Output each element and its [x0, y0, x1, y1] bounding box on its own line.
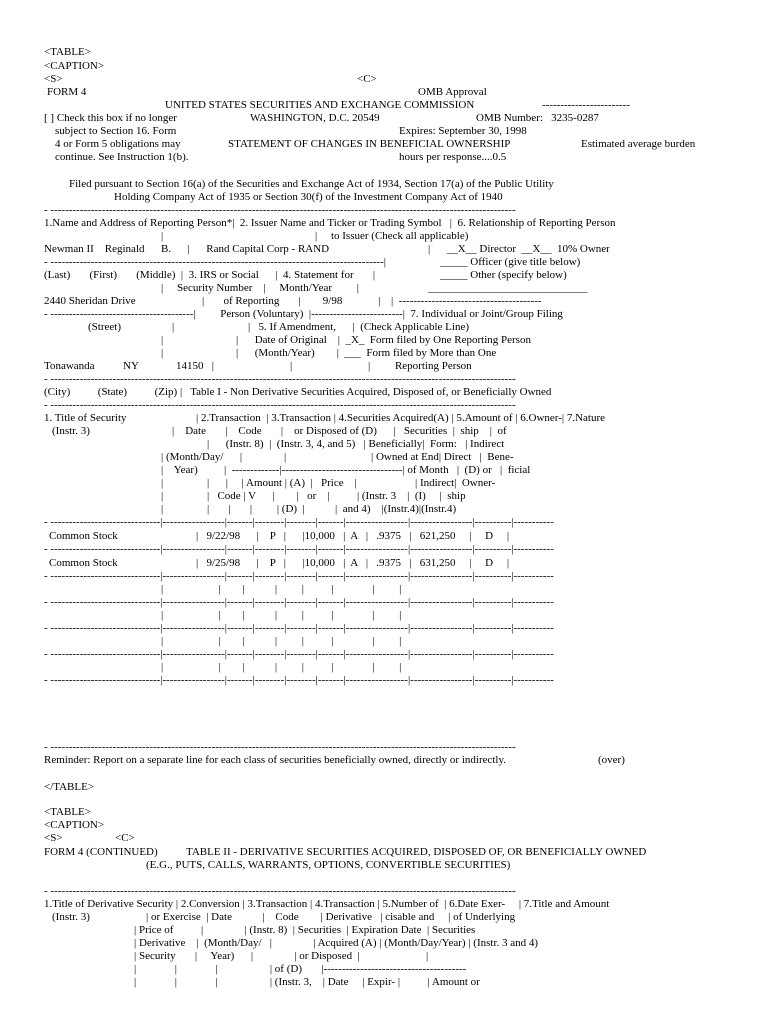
text-line: | (Month/Year) | ___ Form filed by More than One [236, 347, 497, 359]
table-1-header: | -------------|---------------------------------| of Month | (D) or | ficial [224, 464, 531, 476]
omb-approval-heading: OMB Approval [418, 86, 487, 98]
table-2-header: 1.Title of Derivative Security | 2.Conversion | 3.Transaction | 4.Transaction | 5.Number of | 6.Date Exer- | 7.Title and Amount [44, 898, 610, 910]
table-row: | 9/22/98 | P | |10,000 | A | .9375 | 621,250 | D | [196, 530, 510, 542]
text-line: _____ Officer (give title below) [440, 256, 581, 268]
text-line: <TABLE> [44, 46, 91, 58]
text-line: </TABLE> [44, 781, 95, 793]
text-line: | of Reporting | 9/98 | [202, 295, 381, 307]
text-line: 14150 | [176, 360, 214, 372]
table-1-header: | (Month/Day/ | [161, 451, 243, 463]
divider: - ------------------------------|-----------------|-------|--------|--------|-------|-----------------|-----------------|----------|----------- [44, 543, 554, 555]
agency-title: UNITED STATES SECURITIES AND EXCHANGE COMMISSION [165, 99, 475, 111]
reminder-note: Reminder: Report on a separate line for each class of securities beneficially owned, directly or indirectly. [44, 754, 507, 766]
text-line: <S> [44, 73, 63, 85]
table-1-header: | | | Amount | (A) | Price | [207, 477, 357, 489]
text-line: <C> [357, 73, 377, 85]
table-1-header: | (Instr. 8) | (Instr. 3, 4, and 5) | Beneficially| Form: | Indirect [207, 438, 505, 450]
table-1-header: | [284, 451, 287, 463]
table-row: | | | | | | | | [161, 635, 402, 647]
table-2-header: | [426, 950, 429, 962]
text-line: | [290, 360, 293, 372]
table-2-title: TABLE II - DERIVATIVE SECURITIES ACQUIRED, DISPOSED OF, OR BENEFICIALLY OWNED [186, 846, 647, 858]
table-1-header: | [161, 503, 164, 515]
table-2-header: | | | | of (D) |--------------------------------------- [134, 963, 467, 975]
text-line: <TABLE> [44, 806, 91, 818]
table-1-header: (Instr. 3) [52, 425, 90, 437]
text-line: | to Issuer (Check all applicable) [315, 230, 469, 242]
divider: - ------------------------------|-----------------|-------|--------|--------|-------|-----------------|-----------------|----------|----------- [44, 674, 554, 686]
divider: - ------------------------------------------------------------------------------------------------------------------------------- [44, 373, 516, 385]
text-line: continue. See Instruction 1(b). [55, 151, 189, 163]
text-line: | --------------------------------------- [391, 295, 542, 307]
table-1-header: | Indirect| Owner- [415, 477, 496, 489]
divider: - ------------------------------|-----------------|-------|--------|--------|-------|-----------------|-----------------|----------|----------- [44, 516, 554, 528]
table-1-header: 1. Title of Security [44, 412, 127, 424]
text-line: Estimated average burden [581, 138, 696, 150]
text-line: <S> [44, 832, 63, 844]
text-line: [ ] Check this box if no longer [44, 112, 177, 124]
text-line: 4 or Form 5 obligations may [55, 138, 181, 150]
table-row: | | | | | | | | [161, 583, 402, 595]
text-line: | Security Number | Month/Year | [161, 282, 359, 294]
table-1-header: | Date | Code | or Disposed of (D) | Securities | ship | of [172, 425, 507, 437]
table-1-title: (City) (State) (Zip) | Table I - Non Derivative Securities Acquired, Disposed of, or Beneficially Owned [44, 386, 552, 398]
table-2-header: | or Exercise | Date | Code | Derivative | cisable and | of Underlying [146, 911, 516, 923]
table-2-header: | Security | Year) | | or Disposed | [134, 950, 360, 962]
text-line: ------------------------ [542, 99, 630, 111]
table-row: Common Stock [49, 530, 118, 542]
table-1-header: | [161, 490, 164, 502]
divider: - ------------------------------------------------------------------------------------------------------------------------------- [44, 741, 516, 753]
divider: - -------------------------------------------------------------------------------------------| [44, 256, 386, 268]
over-note: (over) [598, 754, 625, 766]
table-1-header: | [161, 477, 164, 489]
form-continued-title: FORM 4 (CONTINUED) [44, 846, 158, 858]
omb-expiration: Expires: September 30, 1998 [399, 125, 527, 137]
table-1-header: | Code | V | | or | | (Instr. 3 | (I) | ship [207, 490, 466, 502]
text-line: | Date of Original | _X_ Form filed by One Reporting Person [236, 334, 531, 346]
text-line: | [161, 347, 164, 359]
divider: - ------------------------------------------------------------------------------------------------------------------------------- [44, 204, 516, 216]
text-line: | [161, 334, 164, 346]
text-line: | [172, 321, 175, 333]
table-row: | 9/25/98 | P | |10,000 | A | .9375 | 631,250 | D | [196, 557, 510, 569]
text-line: 2440 Sheridan Drive [44, 295, 136, 307]
text-line: _____________________________ [428, 282, 588, 294]
text-line: | __X__ Director __X__ 10% Owner [428, 243, 610, 255]
form-number: FORM 4 [47, 86, 87, 98]
text-line: | 5. If Amendment, | (Check Applicable Line) [248, 321, 469, 333]
divider: - ------------------------------|-----------------|-------|--------|--------|-------|-----------------|-----------------|----------|----------- [44, 596, 554, 608]
text-line: | Reporting Person [368, 360, 472, 372]
text-line: NY [123, 360, 139, 372]
table-2-header: | Price of | | (Instr. 8) | Securities | Expiration Date | Securities [134, 924, 476, 936]
text-line: (Street) [88, 321, 121, 333]
text-line: | [161, 230, 164, 242]
text-line: subject to Section 16. Form [55, 125, 177, 137]
form-title: STATEMENT OF CHANGES IN BENEFICIAL OWNERSHIP [228, 138, 511, 150]
agency-address: WASHINGTON, D.C. 20549 [250, 112, 380, 124]
table-1-header: | | | | (D) | | and 4) |(Instr.4)|(Instr.4) [207, 503, 457, 515]
table-row: | | | | | | | | [161, 661, 402, 673]
table-2-header: | Derivative | (Month/Day/ | | Acquired (A) | (Month/Day/Year) | (Instr. 3 and 4) [134, 937, 539, 949]
divider: - ------------------------------|-----------------|-------|--------|--------|-------|-----------------|-----------------|----------|----------- [44, 570, 554, 582]
table-1-header: | 2.Transaction | 3.Transaction | 4.Securities Acquired(A) | 5.Amount of | 6.Owner-| 7.Nature [196, 412, 606, 424]
table-1-header: | Year) [161, 464, 198, 476]
table-2-header: (Instr. 3) [52, 911, 90, 923]
text-line: <CAPTION> [44, 60, 105, 72]
text-line: _____ Other (specify below) [440, 269, 567, 281]
text-line: Filed pursuant to Section 16(a) of the Securities and Exchange Act of 1934, Section 17(a) of the Public Utility [69, 178, 554, 190]
text-line: - ---------------------------------------| Person (Voluntary) |-------------------------| 7. Individual or Joint/Group Filing [44, 308, 563, 320]
text-line: Holding Company Act of 1935 or Section 30(f) of the Investment Company Act of 1940 [114, 191, 503, 203]
table-2-header: | | | | (Instr. 3, | Date | Expir- | | Amount or [134, 976, 480, 988]
divider: - ------------------------------|-----------------|-------|--------|--------|-------|-----------------|-----------------|----------|----------- [44, 622, 554, 634]
text-line: hours per response....0.5 [399, 151, 507, 163]
table-row: | | | | | | | | [161, 609, 402, 621]
divider: - ------------------------------------------------------------------------------------------------------------------------------- [44, 399, 516, 411]
table-row: Common Stock [49, 557, 118, 569]
text-line: <C> [115, 832, 135, 844]
text-line: <CAPTION> [44, 819, 105, 831]
text-line: Tonawanda [44, 360, 95, 372]
divider: - ------------------------------|-----------------|-------|--------|--------|-------|-----------------|-----------------|----------|----------- [44, 648, 554, 660]
text-line: Newman II Reginald B. | Rand Capital Corp - RAND [44, 243, 330, 255]
text-line: (Last) (First) (Middle) | 3. IRS or Social | 4. Statement for | [44, 269, 376, 281]
table-2-subtitle: (E.G., PUTS, CALLS, WARRANTS, OPTIONS, CONVERTIBLE SECURITIES) [146, 859, 511, 871]
text-line: 1.Name and Address of Reporting Person*| 2. Issuer Name and Ticker or Trading Symbol | 6. Relationship of Reporting Person [44, 217, 616, 229]
table-1-header: | Owned at End| Direct | Bene- [371, 451, 514, 463]
omb-number: OMB Number: 3235-0287 [476, 112, 599, 124]
divider: - ------------------------------------------------------------------------------------------------------------------------------- [44, 885, 516, 897]
